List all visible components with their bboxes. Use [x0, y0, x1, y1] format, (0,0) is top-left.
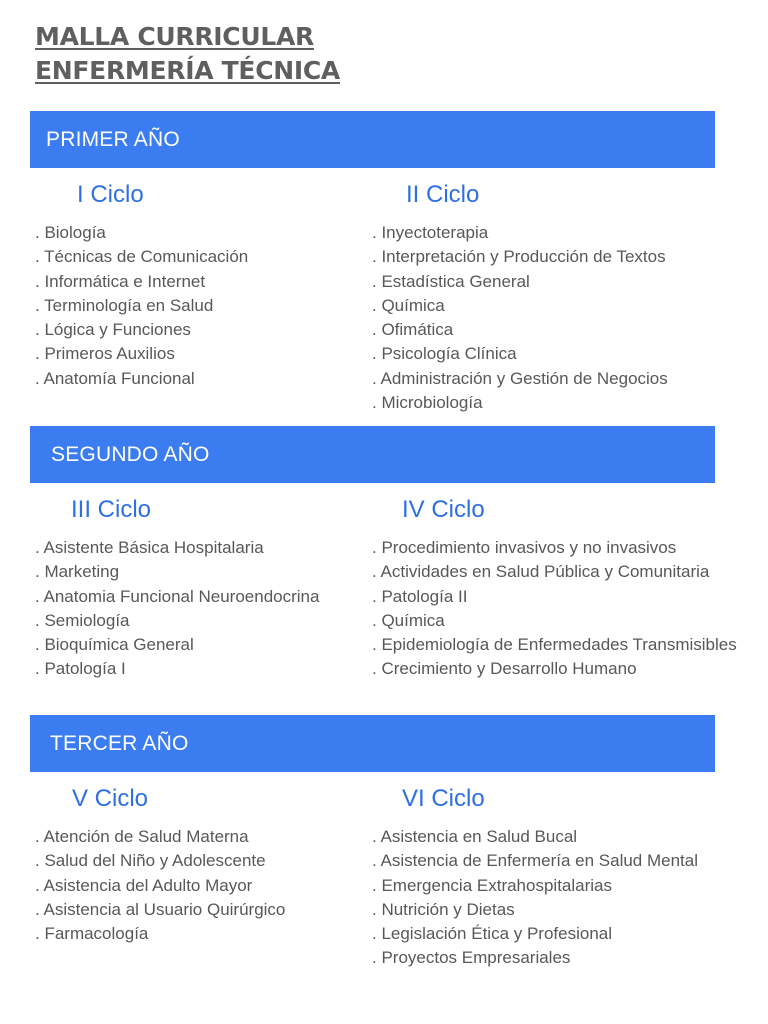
course-item: . Semiología [35, 610, 130, 630]
course-item: . Inyectoterapia [372, 223, 489, 242]
course-list-iv [372, 536, 737, 682]
page-title [35, 20, 340, 88]
course-item: . Nutrición y Dietas [372, 899, 515, 919]
course-item: . Asistencia de Enfermería en Salud Mental [372, 851, 699, 871]
course-item: . Bioquímica General [35, 635, 194, 655]
course-item: . Asistencia al Usuario Quirúrgico [35, 899, 286, 919]
course-item: . Proyectos Empresariales [372, 948, 571, 968]
course-item: . Informática e Internet [35, 271, 206, 291]
course-item: . Epidemiología de Enfermedades Transmisibles [372, 635, 737, 655]
course-item: . Asistencia del Adulto Mayor [35, 875, 253, 895]
course-list-v [35, 825, 285, 946]
course-item: . Marketing [35, 562, 120, 582]
year-banner-segundo: SEGUNDO AÑO [30, 426, 715, 483]
course-item: . Microbiología [372, 393, 483, 413]
course-item: . Estadística General [372, 271, 530, 291]
course-list-ii [372, 221, 668, 415]
course-item: . Crecimiento y Desarrollo Humano [372, 659, 637, 679]
course-item: . Patología I [35, 659, 126, 679]
course-list-iii [35, 536, 319, 682]
year-banner-primer: PRIMER AÑO [30, 111, 715, 168]
course-list-i [35, 221, 248, 391]
cycle-title-v: V Ciclo [72, 785, 149, 812]
cycle-title-i: I Ciclo [77, 181, 144, 208]
course-item: . Patología II [372, 586, 468, 606]
course-item: . Administración y Gestión de Negocios [372, 368, 668, 388]
course-item: . Procedimiento invasivos y no invasivos [372, 538, 677, 557]
course-item: . Atención de Salud Materna [35, 827, 249, 846]
page-title-line-2: ENFERMERÍA TÉCNICA [35, 56, 340, 85]
course-item: . Terminología en Salud [35, 295, 214, 315]
cycle-title-iv: IV Ciclo [402, 496, 485, 523]
course-item: . Anatomía Funcional [35, 368, 195, 388]
course-item: . Psicología Clínica [372, 344, 517, 364]
course-item: . Técnicas de Comunicación [35, 247, 249, 267]
course-item: . Química [372, 295, 445, 315]
course-item: . Actividades en Salud Pública y Comunitaria [372, 562, 710, 582]
course-item: . Salud del Niño y Adolescente [35, 851, 266, 871]
course-item: . Legislación Ética y Profesional [372, 924, 613, 944]
course-item: . Química [372, 610, 445, 630]
course-list-vi [372, 825, 698, 971]
course-item: . Farmacología [35, 924, 149, 944]
page-title-line-1: MALLA CURRICULAR [35, 22, 314, 51]
course-item: . Ofimática [372, 320, 454, 340]
course-item: . Asistente Básica Hospitalaria [35, 538, 264, 557]
course-item: . Primeros Auxilios [35, 344, 175, 364]
course-item: . Emergencia Extrahospitalarias [372, 875, 613, 895]
cycle-title-vi: VI Ciclo [402, 785, 485, 812]
cycle-title-ii: II Ciclo [406, 181, 480, 208]
course-item: . Biología [35, 223, 106, 242]
course-item: . Lógica y Funciones [35, 320, 191, 340]
year-banner-tercer: TERCER AÑO [30, 715, 715, 772]
cycle-title-iii: III Ciclo [71, 496, 152, 523]
course-item: . Interpretación y Producción de Textos [372, 247, 666, 267]
course-item: . Asistencia en Salud Bucal [372, 827, 578, 846]
course-item: . Anatomia Funcional Neuroendocrina [35, 586, 320, 606]
